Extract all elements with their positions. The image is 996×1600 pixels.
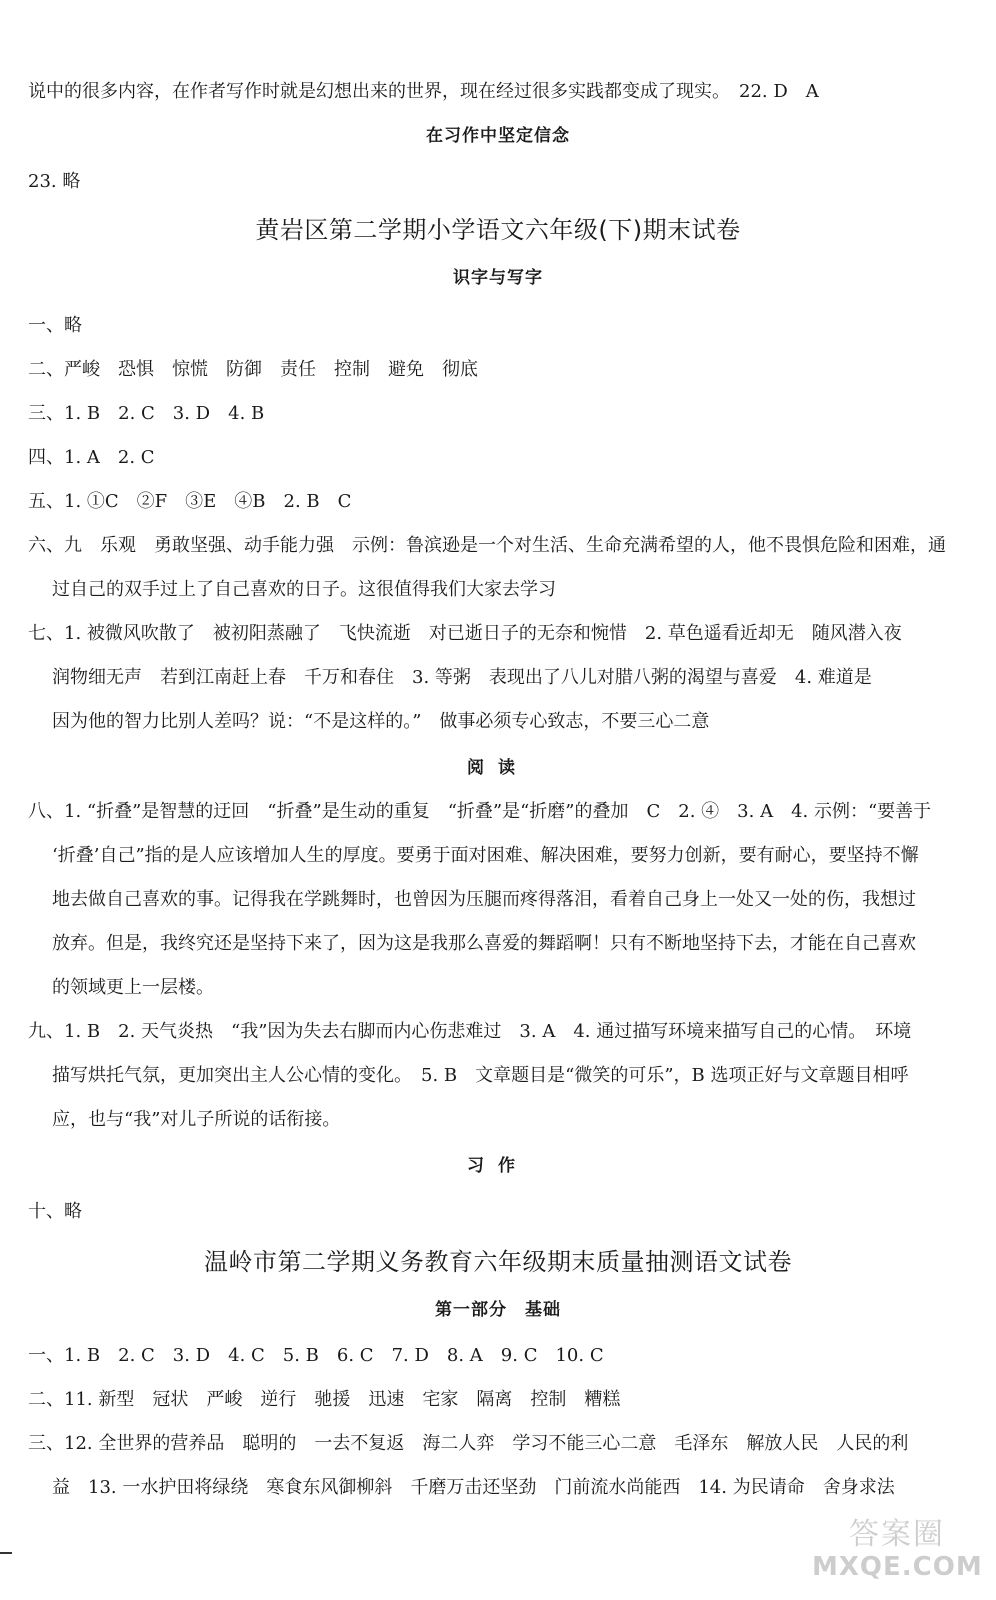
- text-line: 七、1. 被微风吹散了 被初阳蒸融了 飞快流逝 对已逝日子的无奈和惋惜 2. 草色遥看近却无 随风潜入夜: [28, 623, 902, 644]
- section-heading: 阅读: [467, 758, 529, 778]
- text-line: 润物细无声 若到江南赶上春 千万和春住 3. 等粥 表现出了八儿对腊八粥的渴望与喜爱 4. 难道是: [52, 667, 872, 688]
- text-line: 一、略: [28, 315, 82, 336]
- text-line: 23. 略: [28, 171, 81, 192]
- section-heading: 识字与写字: [453, 268, 543, 288]
- text-line: 三、12. 全世界的营养品 聪明的 一去不复返 海二人弈 学习不能三心二意 毛泽东 解放人民 人民的利: [28, 1433, 909, 1454]
- text-line: 十、略: [28, 1201, 82, 1222]
- margin-mark: [0, 1552, 12, 1554]
- section-heading: 习作: [467, 1156, 529, 1176]
- exam-title: 黄岩区第二学期小学语文六年级(下)期末试卷: [255, 216, 741, 244]
- text-line: 因为他的智力比别人差吗？说：“不是这样的。” 做事必须专心致志，不要三心二意: [52, 711, 710, 732]
- section-heading: 在习作中坚定信念: [426, 126, 570, 146]
- text-line: 九、1. B 2. 天气炎热 “我”因为失去右脚而内心伤悲难过 3. A 4. 通过描写环境来描写自己的心情。 环境: [28, 1021, 912, 1042]
- text-line: 三、1. B 2. C 3. D 4. B: [28, 403, 265, 424]
- text-line: 一、1. B 2. C 3. D 4. C 5. B 6. C 7. D 8. A 9. C 10. C: [28, 1345, 604, 1366]
- text-line: 应，也与“我”对儿子所说的话衔接。: [52, 1109, 341, 1130]
- exam-title: 温岭市第二学期义务教育六年级期末质量抽测语文试卷: [204, 1248, 792, 1276]
- section-heading: 第一部分 基础: [435, 1300, 561, 1320]
- text-line: 二、严峻 恐惧 惊慌 防御 责任 控制 避免 彻底: [28, 359, 478, 380]
- text-line: ‘折叠’自己”指的是人应该增加人生的厚度。要勇于面对困难、解决困难，要努力创新，要有耐心，要坚持不懈: [52, 845, 919, 866]
- watermark-bottom-text: MXQE.COM: [812, 1552, 983, 1582]
- text-line: 放弃。但是，我终究还是坚持下来了，因为这是我那么喜爱的舞蹈啊！只有不断地坚持下去，才能在自己喜欢: [52, 933, 916, 954]
- text-line: 的领域更上一层楼。: [52, 977, 214, 998]
- text-line: 益 13. 一水护田将绿绕 寒食东风御柳斜 千磨万击还坚劲 门前流水尚能西 14. 为民请命 舍身求法: [52, 1477, 895, 1498]
- text-line: 八、1. “折叠”是智慧的迂回 “折叠”是生动的重复 “折叠”是“折磨”的叠加 C 2. ④ 3. A 4. 示例：“要善于: [28, 801, 932, 822]
- text-line: 五、1. ①C ②F ③E ④B 2. B C: [28, 491, 352, 512]
- text-line: 过自己的双手过上了自己喜欢的日子。这很值得我们大家去学习: [52, 579, 556, 600]
- text-line: 六、九 乐观 勇敢坚强、动手能力强 示例：鲁滨逊是一个对生活、生命充满希望的人，他不畏惧危险和困难，通: [28, 535, 946, 556]
- site-watermark: [812, 1518, 982, 1588]
- text-line: 说中的很多内容，在作者写作时就是幻想出来的世界，现在经过很多实践都变成了现实。 22. D A: [28, 81, 819, 102]
- watermark-top-text: 答案圈: [849, 1517, 945, 1552]
- text-line: 地去做自己喜欢的事。记得我在学跳舞时，也曾因为压腿而疼得落泪，看着自己身上一处又一处的伤，我想过: [52, 889, 916, 910]
- text-line: 描写烘托气氛，更加突出主人公心情的变化。 5. B 文章题目是“微笑的可乐”，B 选项正好与文章题目相呼: [52, 1065, 909, 1086]
- text-line: 二、11. 新型 冠状 严峻 逆行 驰援 迅速 宅家 隔离 控制 糟糕: [28, 1389, 621, 1410]
- text-line: 四、1. A 2. C: [28, 447, 155, 468]
